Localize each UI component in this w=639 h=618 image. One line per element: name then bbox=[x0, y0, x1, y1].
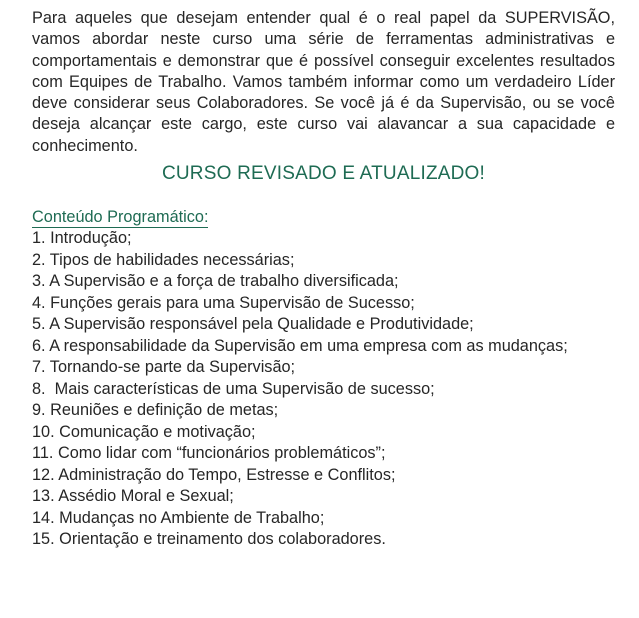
syllabus-item: 8. Mais características de uma Supervisão de sucesso; bbox=[32, 379, 435, 398]
syllabus-list bbox=[32, 228, 615, 551]
syllabus-item: 9. Reuniões e definição de metas; bbox=[32, 401, 279, 420]
syllabus-item: 3. A Supervisão e a força de trabalho diversificada; bbox=[32, 272, 399, 291]
syllabus-item: 6. A responsabilidade da Supervisão em uma empresa com as mudanças; bbox=[32, 336, 568, 355]
syllabus-item: 2. Tipos de habilidades necessárias; bbox=[32, 250, 295, 269]
syllabus-item: 12. Administração do Tempo, Estresse e Conflitos; bbox=[32, 465, 396, 484]
syllabus-item: 15. Orientação e treinamento dos colaboradores. bbox=[32, 530, 386, 549]
syllabus-item: 11. Como lidar com “funcionários problemáticos”; bbox=[32, 444, 386, 463]
syllabus-item: 10. Comunicação e motivação; bbox=[32, 422, 256, 441]
syllabus-item: 13. Assédio Moral e Sexual; bbox=[32, 487, 234, 506]
syllabus-item: 5. A Supervisão responsável pela Qualidade e Produtividade; bbox=[32, 315, 474, 334]
syllabus-item: 1. Introdução; bbox=[32, 229, 132, 248]
syllabus-item: 4. Funções gerais para uma Supervisão de Sucesso; bbox=[32, 293, 415, 312]
syllabus-item: 14. Mudanças no Ambiente de Trabalho; bbox=[32, 508, 325, 527]
course-headline: CURSO REVISADO E ATUALIZADO! bbox=[161, 163, 486, 185]
intro-paragraph: Para aqueles que desejam entender qual é o real papel da SUPERVISÃO, vamos abordar neste curso uma série de ferramentas administrativas e comportamentais e demonstrar que é possível conseguir excelentes resultados com Equipes de Trabalho. Vamos também informar como um verdadeiro Líder deve considerar seus Colaboradores. Se você já é da Supervisão, ou se você deseja alcançar este cargo, este curso vai alavancar a sua capacidade e conhecimento. bbox=[32, 9, 615, 155]
syllabus-item: 7. Tornando-se parte da Supervisão; bbox=[32, 358, 296, 377]
syllabus-title: Conteúdo Programático: bbox=[32, 208, 209, 227]
